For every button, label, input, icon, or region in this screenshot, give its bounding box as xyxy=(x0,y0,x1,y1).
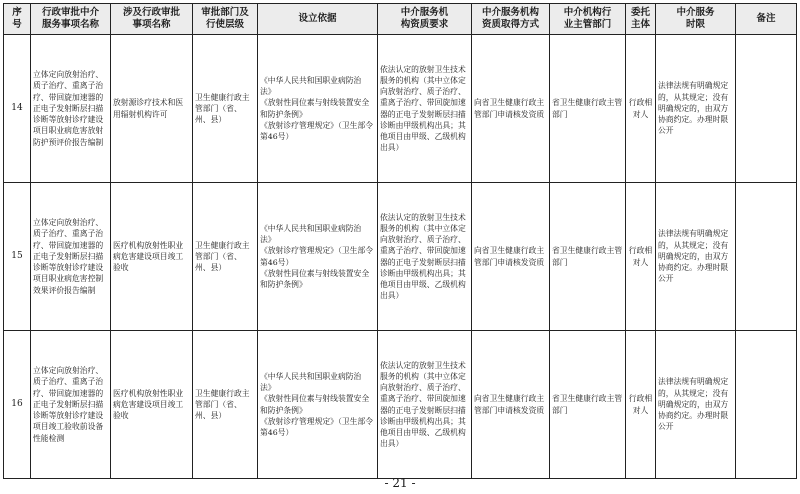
department-cell: 卫生健康行政主管部门（省、州、县） xyxy=(193,331,258,479)
header-time-limit: 中介服务 时限 xyxy=(656,4,736,35)
row-number: 16 xyxy=(4,331,31,479)
acquisition-cell: 向省卫生健康行政主管部门申请核发资质 xyxy=(472,35,550,183)
table-header-row xyxy=(4,4,797,35)
table-row xyxy=(4,35,797,183)
table-row xyxy=(4,183,797,331)
page-number: - 21 - xyxy=(384,476,416,490)
principal-cell: 行政相对人 xyxy=(626,35,656,183)
header-service-name: 行政审批中介 服务事项名称 xyxy=(31,4,111,35)
header-principal: 委托 主体 xyxy=(626,4,656,35)
principal-cell: 行政相对人 xyxy=(626,331,656,479)
service-name-cell: 立体定向放射治疗、质子治疗、重离子治疗、带回旋加速器的正电子发射断层扫描诊断等放射诊疗建设项目竣工验收前设备性能检测 xyxy=(31,331,111,479)
table-row xyxy=(4,331,797,479)
header-qualification: 中介服务机 构资质要求 xyxy=(378,4,472,35)
approval-item-cell: 医疗机构放射性职业病危害建设项目竣工验收 xyxy=(111,331,193,479)
intermediary-service-table xyxy=(3,3,797,479)
header-number: 序 号 xyxy=(4,4,31,35)
basis-cell: 《中华人民共和国职业病防治法》 《放射性同位素与射线装置安全和防护条例》 《放射诊疗管理规定》（卫生部令第46号） xyxy=(258,331,378,479)
time-limit-cell: 法律法规有明确规定的，从其规定；没有明确规定的，由双方协商约定。办理时限公开 xyxy=(656,183,736,331)
header-approval-item: 涉及行政审批 事项名称 xyxy=(111,4,193,35)
header-department: 审批部门及 行使层级 xyxy=(193,4,258,35)
basis-cell: 《中华人民共和国职业病防治法》 《放射性同位素与射线装置安全和防护条例》 《放射诊疗管理规定》（卫生部令第46号） xyxy=(258,35,378,183)
remark-cell xyxy=(736,331,797,479)
header-basis: 设立依据 xyxy=(258,4,378,35)
supervisor-cell: 省卫生健康行政主管部门 xyxy=(550,331,626,479)
department-cell: 卫生健康行政主管部门（省、州、县） xyxy=(193,183,258,331)
department-cell: 卫生健康行政主管部门（省、州、县） xyxy=(193,35,258,183)
qualification-cell: 依法认定的放射卫生技术服务的机构（其中立体定向放射治疗、质子治疗、重离子治疗、带回旋加速器的正电子发射断层扫描诊断由甲级机构出具；其他项目由甲级、乙级机构出具） xyxy=(378,331,472,479)
remark-cell xyxy=(736,183,797,331)
approval-item-cell: 放射源诊疗技术和医用辐射机构许可 xyxy=(111,35,193,183)
header-acquisition: 中介服务机构 资质取得方式 xyxy=(472,4,550,35)
header-remark: 备注 xyxy=(736,4,797,35)
supervisor-cell: 省卫生健康行政主管部门 xyxy=(550,35,626,183)
service-table-container xyxy=(3,3,797,479)
principal-cell: 行政相对人 xyxy=(626,183,656,331)
time-limit-cell: 法律法规有明确规定的，从其规定；没有明确规定的，由双方协商约定。办理时限公开 xyxy=(656,331,736,479)
remark-cell xyxy=(736,35,797,183)
service-name-cell: 立体定向放射治疗、质子治疗、重离子治疗、带回旋加速器的正电子发射断层扫描诊断等放射诊疗建设项目职业病危害放射防护预评价报告编制 xyxy=(31,35,111,183)
supervisor-cell: 省卫生健康行政主管部门 xyxy=(550,183,626,331)
approval-item-cell: 医疗机构放射性职业病危害建设项目竣工验收 xyxy=(111,183,193,331)
acquisition-cell: 向省卫生健康行政主管部门申请核发资质 xyxy=(472,331,550,479)
acquisition-cell: 向省卫生健康行政主管部门申请核发资质 xyxy=(472,183,550,331)
qualification-cell: 依法认定的放射卫生技术服务的机构（其中立体定向放射治疗、质子治疗、重离子治疗、带回旋加速器的正电子发射断层扫描诊断由甲级机构出具；其他项目由甲级、乙级机构出具） xyxy=(378,183,472,331)
qualification-cell: 依法认定的放射卫生技术服务的机构（其中立体定向放射治疗、质子治疗、重离子治疗、带回旋加速器的正电子发射断层扫描诊断由甲级机构出具；其他项目由甲级、乙级机构出具） xyxy=(378,35,472,183)
basis-cell: 《中华人民共和国职业病防治法》 《放射诊疗管理规定》（卫生部令第46号） 《放射性同位素与射线装置安全和防护条例》 xyxy=(258,183,378,331)
row-number: 15 xyxy=(4,183,31,331)
service-name-cell: 立体定向放射治疗、质子治疗、重离子治疗、带回旋加速器的正电子发射断层扫描诊断等放射诊疗建设项目职业病危害控制效果评价报告编制 xyxy=(31,183,111,331)
time-limit-cell: 法律法规有明确规定的，从其规定；没有明确规定的，由双方协商约定。办理时限公开 xyxy=(656,35,736,183)
header-supervisor: 中介机构行 业主管部门 xyxy=(550,4,626,35)
row-number: 14 xyxy=(4,35,31,183)
